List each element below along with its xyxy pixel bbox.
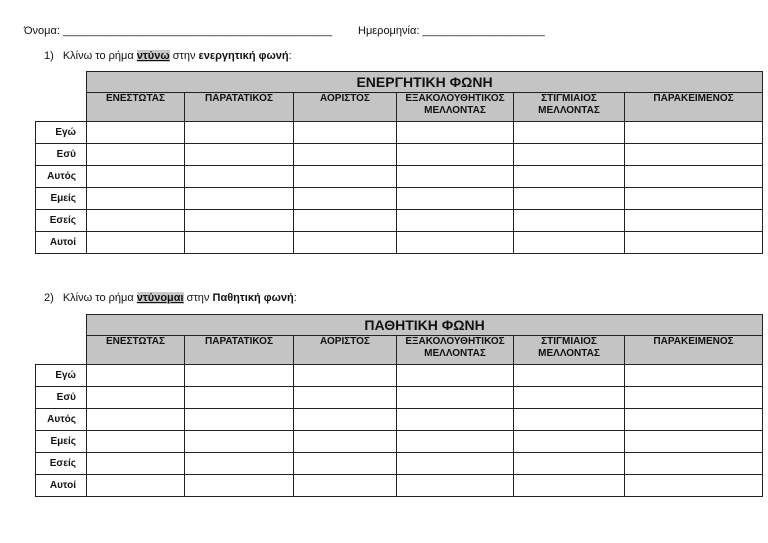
table-row — [36, 166, 763, 188]
active-voice-table — [35, 71, 763, 254]
answer-cell[interactable] — [625, 210, 763, 232]
tense-header-line: ΜΕΛΛΟΝΤΑΣ — [424, 105, 486, 116]
tense-header-line: ΑΟΡΙΣΤΟΣ — [320, 93, 370, 104]
answer-cell[interactable] — [514, 166, 625, 188]
blank-corner — [36, 336, 87, 365]
answer-cell[interactable] — [514, 475, 625, 497]
answer-cell[interactable] — [514, 122, 625, 144]
answer-cell[interactable] — [397, 232, 514, 254]
answer-cell[interactable] — [397, 210, 514, 232]
table-row — [36, 387, 763, 409]
table-row — [36, 475, 763, 497]
tense-header — [87, 93, 185, 122]
answer-cell[interactable] — [397, 188, 514, 210]
answer-cell[interactable] — [294, 210, 397, 232]
tense-header — [397, 93, 514, 122]
tense-header-line: ΕΝΕΣΤΩΤΑΣ — [105, 336, 166, 347]
answer-cell[interactable] — [87, 232, 185, 254]
answer-cell[interactable] — [514, 210, 625, 232]
tense-header-line: ΑΟΡΙΣΤΟΣ — [320, 336, 370, 347]
answer-cell[interactable] — [514, 144, 625, 166]
date-field-label: Ημερομηνία: ____________________ — [358, 25, 545, 37]
tense-header — [185, 336, 294, 365]
pronoun-label: Αυτοί — [36, 232, 87, 254]
table-title-row — [36, 315, 763, 336]
answer-cell[interactable] — [185, 166, 294, 188]
tense-header-line: ΜΕΛΛΟΝΤΑΣ — [424, 348, 486, 359]
tense-header-line: ΠΑΡΑΤΑΤΙΚΟΣ — [205, 336, 273, 347]
answer-cell[interactable] — [294, 122, 397, 144]
answer-cell[interactable] — [625, 475, 763, 497]
answer-cell[interactable] — [397, 431, 514, 453]
pronoun-label: Αυτοί — [36, 475, 87, 497]
tense-header — [294, 336, 397, 365]
answer-cell[interactable] — [185, 144, 294, 166]
pronoun-label: Εσείς — [36, 210, 87, 232]
tense-header-line: ΠΑΡΑΚΕΙΜΕΝΟΣ — [653, 336, 734, 347]
answer-cell[interactable] — [185, 122, 294, 144]
answer-cell[interactable] — [185, 475, 294, 497]
answer-cell[interactable] — [294, 453, 397, 475]
answer-cell[interactable] — [514, 409, 625, 431]
tense-header-line: ΜΕΛΛΟΝΤΑΣ — [538, 348, 600, 359]
answer-cell[interactable] — [625, 365, 763, 387]
answer-cell[interactable] — [397, 144, 514, 166]
answer-cell[interactable] — [87, 144, 185, 166]
instruction-voice: Παθητική φωνή — [212, 292, 294, 304]
answer-cell[interactable] — [514, 387, 625, 409]
answer-cell[interactable] — [514, 365, 625, 387]
table-row — [36, 144, 763, 166]
tense-header-row — [36, 336, 763, 365]
answer-cell[interactable] — [87, 122, 185, 144]
tense-header — [185, 93, 294, 122]
answer-cell[interactable] — [294, 232, 397, 254]
passive-voice-table — [35, 314, 763, 497]
answer-cell[interactable] — [625, 122, 763, 144]
instruction-number: 2) — [44, 292, 54, 304]
answer-cell[interactable] — [397, 166, 514, 188]
answer-cell[interactable] — [514, 453, 625, 475]
answer-cell[interactable] — [625, 453, 763, 475]
answer-cell[interactable] — [294, 387, 397, 409]
table-row — [36, 188, 763, 210]
instruction-verb: ντύνομαι — [136, 292, 184, 304]
pronoun-label: Εμείς — [36, 431, 87, 453]
tense-header-row — [36, 93, 763, 122]
tense-header-line: ΠΑΡΑΤΑΤΙΚΟΣ — [205, 93, 273, 104]
pronoun-label: Εσείς — [36, 453, 87, 475]
answer-cell[interactable] — [397, 365, 514, 387]
table-title-row — [36, 72, 763, 93]
pronoun-label: Εσύ — [36, 387, 87, 409]
answer-cell[interactable] — [185, 409, 294, 431]
tense-header-line: ΕΝΕΣΤΩΤΑΣ — [105, 93, 166, 104]
table-row — [36, 210, 763, 232]
answer-cell[interactable] — [294, 431, 397, 453]
instruction-1 — [44, 50, 292, 62]
answer-cell[interactable] — [294, 188, 397, 210]
answer-cell[interactable] — [87, 431, 185, 453]
answer-cell[interactable] — [185, 232, 294, 254]
instruction-voice: ενεργητική φωνή — [198, 50, 289, 62]
table-row — [36, 365, 763, 387]
answer-cell[interactable] — [294, 144, 397, 166]
tense-header — [625, 336, 763, 365]
table-title: ΕΝΕΡΓΗΤΙΚΗ ΦΩΝΗ — [87, 72, 763, 93]
pronoun-label: Εγώ — [36, 122, 87, 144]
blank-corner — [36, 72, 87, 93]
instruction-text: Κλίνω το ρήμα — [62, 50, 134, 62]
answer-cell[interactable] — [514, 431, 625, 453]
table-row — [36, 431, 763, 453]
table-title: ΠΑΘΗΤΙΚΗ ΦΩΝΗ — [87, 315, 763, 336]
answer-cell[interactable] — [87, 409, 185, 431]
answer-cell[interactable] — [294, 475, 397, 497]
instruction-number: 1) — [44, 50, 54, 62]
answer-cell[interactable] — [397, 475, 514, 497]
answer-cell[interactable] — [625, 166, 763, 188]
instruction-colon: : — [293, 292, 297, 304]
answer-cell[interactable] — [625, 188, 763, 210]
answer-cell[interactable] — [87, 453, 185, 475]
answer-cell[interactable] — [87, 365, 185, 387]
answer-cell[interactable] — [185, 210, 294, 232]
answer-cell[interactable] — [294, 409, 397, 431]
pronoun-label: Εμείς — [36, 188, 87, 210]
instruction-text: στην — [172, 50, 196, 62]
tense-header — [87, 336, 185, 365]
answer-cell[interactable] — [397, 453, 514, 475]
tense-header-line: ΣΤΙΓΜΙΑΙΟΣ — [541, 336, 597, 347]
answer-cell[interactable] — [185, 365, 294, 387]
answer-cell[interactable] — [87, 210, 185, 232]
tense-header — [397, 336, 514, 365]
answer-cell[interactable] — [397, 122, 514, 144]
answer-cell[interactable] — [397, 409, 514, 431]
name-field-label: Όνομα: ____________________________________________ — [24, 25, 333, 37]
answer-cell[interactable] — [185, 431, 294, 453]
tense-header-line: ΣΤΙΓΜΙΑΙΟΣ — [541, 93, 597, 104]
tense-header — [625, 93, 763, 122]
answer-cell[interactable] — [87, 475, 185, 497]
answer-cell[interactable] — [87, 387, 185, 409]
instruction-text: Κλίνω το ρήμα — [62, 292, 134, 304]
answer-cell[interactable] — [87, 188, 185, 210]
answer-cell[interactable] — [294, 365, 397, 387]
answer-cell[interactable] — [294, 166, 397, 188]
tense-header-line: ΕΞΑΚΟΛΟΥΘΗΤΙΚΟΣ — [405, 93, 505, 104]
blank-corner — [36, 315, 87, 336]
answer-cell[interactable] — [625, 232, 763, 254]
answer-cell[interactable] — [514, 188, 625, 210]
tense-header — [514, 336, 625, 365]
instruction-colon: : — [288, 50, 292, 62]
answer-cell[interactable] — [397, 387, 514, 409]
table-row — [36, 453, 763, 475]
instruction-verb: ντύνω — [136, 50, 170, 62]
pronoun-label: Εσύ — [36, 144, 87, 166]
table-row — [36, 409, 763, 431]
answer-cell[interactable] — [514, 232, 625, 254]
answer-cell[interactable] — [87, 166, 185, 188]
instruction-text: στην — [186, 292, 210, 304]
answer-cell[interactable] — [185, 188, 294, 210]
table-row — [36, 232, 763, 254]
answer-cell[interactable] — [185, 453, 294, 475]
answer-cell[interactable] — [185, 387, 294, 409]
pronoun-label: Εγώ — [36, 365, 87, 387]
answer-cell[interactable] — [625, 144, 763, 166]
tense-header — [294, 93, 397, 122]
blank-corner — [36, 93, 87, 122]
tense-header — [514, 93, 625, 122]
pronoun-label: Αυτός — [36, 409, 87, 431]
answer-cell[interactable] — [625, 409, 763, 431]
instruction-2 — [44, 292, 297, 304]
answer-cell[interactable] — [625, 431, 763, 453]
tense-header-line: ΕΞΑΚΟΛΟΥΘΗΤΙΚΟΣ — [405, 336, 505, 347]
tense-header-line: ΠΑΡΑΚΕΙΜΕΝΟΣ — [653, 93, 734, 104]
pronoun-label: Αυτός — [36, 166, 87, 188]
table-row — [36, 122, 763, 144]
answer-cell[interactable] — [625, 387, 763, 409]
tense-header-line: ΜΕΛΛΟΝΤΑΣ — [538, 105, 600, 116]
